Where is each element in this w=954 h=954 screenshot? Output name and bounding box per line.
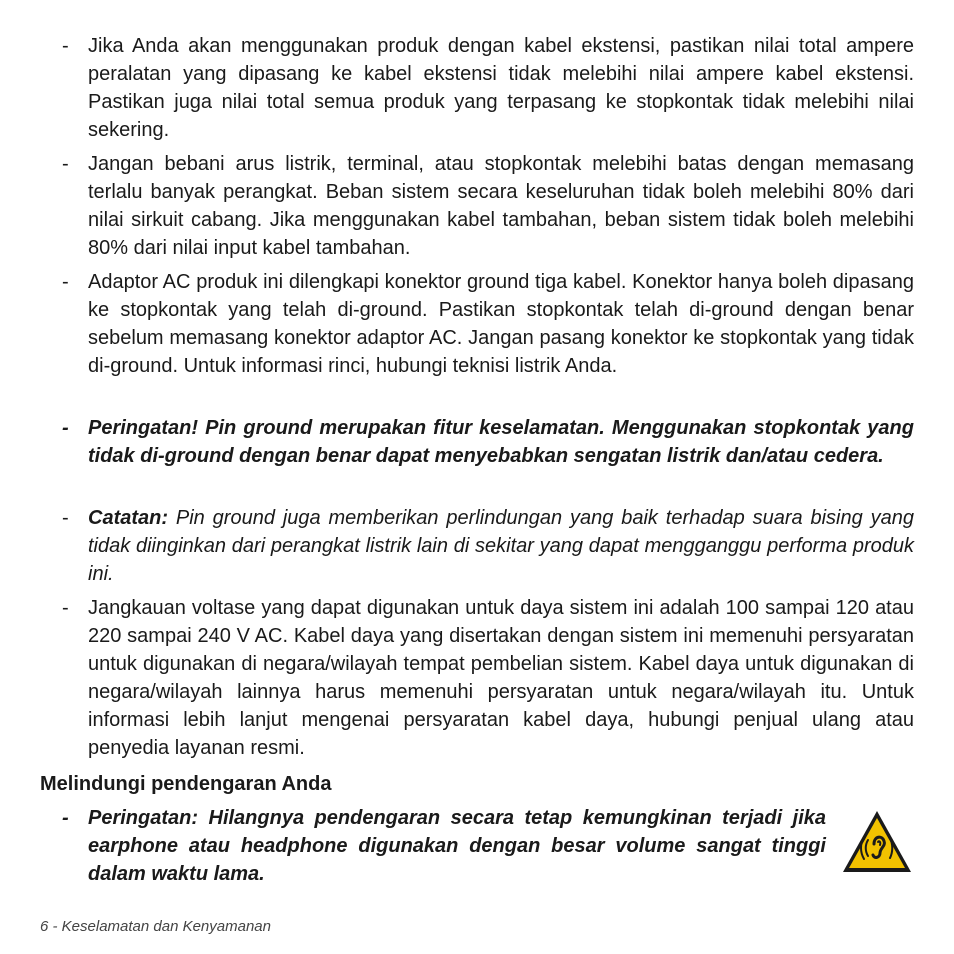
warning-item [62, 414, 914, 498]
warning-text: Peringatan! Pin ground merupakan fitur keselamatan. Menggunakan stopkontak yang tidak di-ground dengan benar dapat menyebabkan sengatan listrik dan/atau cedera. [88, 417, 914, 467]
page-footer: 6 - Keselamatan dan Kenyamanan [40, 918, 271, 935]
note-paragraph [88, 504, 914, 588]
warning-item [62, 804, 826, 888]
bullet-dash: - [62, 507, 69, 529]
safety-list [62, 32, 914, 762]
list-item [62, 268, 914, 408]
list-item [62, 150, 914, 262]
list-item-text: Adaptor AC produk ini dilengkapi konektor ground tiga kabel. Konektor hanya boleh dipasang ke stopkontak yang telah di-ground. Pastikan stopkontak telah di-ground dengan benar sebelum memasang konektor adaptor AC. Jangan pasang konektor ke stopkontak yang tidak di-ground. Untuk informasi rinci, hubungi teknisi listrik Anda. [88, 271, 914, 377]
note-text: Pin ground juga memberikan perlindungan yang baik terhadap suara bising yang tidak diinginkan dari perangkat listrik lain di sekitar yang dapat mengganggu performa produk ini. [88, 507, 914, 585]
bullet-dash: - [62, 807, 69, 829]
bullet-dash: - [62, 153, 69, 175]
list-item-text: Jika Anda akan menggunakan produk dengan kabel ekstensi, pastikan nilai total ampere peralatan yang dipasang ke kabel ekstensi tidak melebihi nilai ampere kabel ekstensi. Pastikan juga nilai total semua produk yang terpasang ke stopkontak tidak melebihi nilai sekering. [88, 35, 914, 141]
list-item-text: Jangan bebani arus listrik, terminal, atau stopkontak melebihi batas dengan memasang terlalu banyak perangkat. Beban sistem secara keseluruhan tidak boleh melebihi 80% dari nilai sirkuit cabang. Jika menggunakan kabel tambahan, beban sistem tidak boleh melebihi 80% dari nilai input kabel tambahan. [88, 153, 914, 259]
note-label: Catatan: [88, 507, 169, 529]
list-item [62, 594, 914, 762]
hearing-warning-icon [840, 808, 914, 876]
hearing-list [62, 804, 826, 888]
list-item-text: Jangkauan voltase yang dapat digunakan untuk daya sistem ini adalah 100 sampai 120 atau 220 sampai 240 V AC. Kabel daya yang disertakan dengan sistem ini memenuhi persyaratan untuk digunakan di negara/wilayah tempat pembelian sistem. Kabel daya untuk digunakan di negara/wilayah lainnya harus memenuhi persyaratan untuk negara/wilayah itu. Untuk informasi lebih lanjut mengenai persyaratan kabel daya, hubungi penjual ulang atau penyedia layanan resmi. [88, 597, 914, 759]
bullet-dash: - [62, 35, 69, 57]
list-item [62, 32, 914, 144]
bullet-dash: - [62, 271, 69, 293]
bullet-dash: - [62, 597, 69, 619]
warning-text: Peringatan: Hilangnya pendengaran secara tetap kemungkinan terjadi jika earphone atau headphone digunakan dengan besar volume sangat tinggi dalam waktu lama. [88, 807, 826, 885]
section-heading: Melindungi pendengaran Anda [40, 773, 332, 795]
note-item [62, 504, 914, 588]
bullet-dash: - [62, 417, 69, 439]
